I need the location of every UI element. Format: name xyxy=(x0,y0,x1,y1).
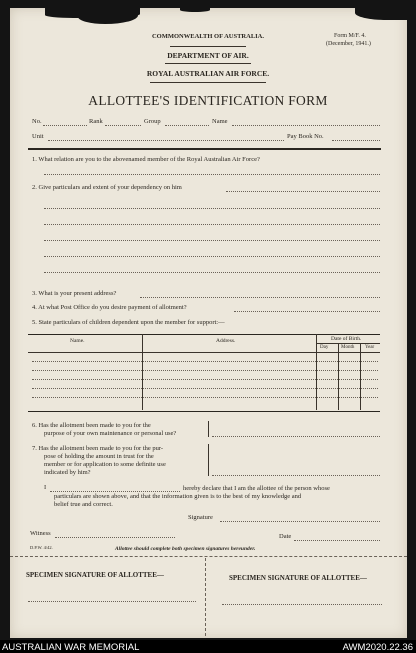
table-rule xyxy=(142,334,143,410)
specimen-signature-left-field[interactable] xyxy=(28,601,196,602)
answer-line[interactable] xyxy=(44,208,380,209)
col-year-header: Year xyxy=(365,345,375,350)
specimen-signature-right-label: SPECIMEN SIGNATURE OF ALLOTTEE— xyxy=(229,574,367,582)
torn-edge xyxy=(180,8,210,12)
department-heading: DEPARTMENT OF AIR. xyxy=(167,51,249,60)
question-2: 2. Give particulars and extent of your dependency on him xyxy=(32,184,182,191)
table-rule xyxy=(338,343,339,410)
answer-line[interactable] xyxy=(44,224,380,225)
no-field[interactable] xyxy=(43,125,87,126)
printer-code: D.P.W. 4/42. xyxy=(30,545,53,550)
signature-field[interactable] xyxy=(220,521,380,522)
table-row[interactable] xyxy=(32,388,378,389)
table-rule xyxy=(360,343,361,410)
declaration-line-3: belief true and correct. xyxy=(54,501,113,508)
table-rule xyxy=(316,334,317,410)
name-label: Name xyxy=(212,118,228,125)
form-date: (December, 1941.) xyxy=(326,41,371,47)
pay-book-field[interactable] xyxy=(332,140,380,141)
question-6-line-1: 6. Has the allotment been made to you for the xyxy=(32,422,151,429)
rank-field[interactable] xyxy=(105,125,141,126)
date-label: Date xyxy=(279,533,292,540)
footer-institution: AUSTRALIAN WAR MEMORIAL xyxy=(2,642,140,653)
section-divider xyxy=(28,148,381,150)
col-name-header: Name. xyxy=(70,338,85,344)
answer-line[interactable] xyxy=(44,174,380,175)
table-rule xyxy=(28,352,380,353)
specimen-note: Allottee should complete both specimen signatures hereunder. xyxy=(115,546,256,552)
table-row[interactable] xyxy=(32,379,378,380)
question-1: 1. What relation are you to the abovenamed member of the Royal Australian Air Force? xyxy=(32,156,260,163)
answer-line[interactable] xyxy=(44,272,380,273)
question-4: 4. At what Post Office do you desire payment of allotment? xyxy=(32,304,187,311)
question-7-line-3: member or for application to some definite use xyxy=(44,461,166,468)
specimen-signature-right-field[interactable] xyxy=(222,604,382,605)
table-rule xyxy=(316,343,380,344)
question-5: 5. State particulars of children dependent upon the member for support:— xyxy=(32,319,225,326)
footer-accession-number: AWM2020.22.36 xyxy=(342,642,413,653)
question-7-line-1: 7. Has the allotment been made to you for the pur- xyxy=(32,445,164,452)
address-field[interactable] xyxy=(140,297,380,298)
col-address-header: Address. xyxy=(216,338,236,344)
force-heading: ROYAL AUSTRALIAN AIR FORCE. xyxy=(146,69,270,78)
page-title: ALLOTTEE'S IDENTIFICATION FORM xyxy=(88,93,328,108)
question-7-line-2: pose of holding the amount in trust for the xyxy=(44,453,154,460)
col-dob-header: Date of Birth. xyxy=(331,336,362,342)
answer-line[interactable] xyxy=(212,475,380,476)
answer-bracket xyxy=(208,421,209,437)
answer-line[interactable] xyxy=(226,191,380,192)
declaration-i: I xyxy=(44,484,47,491)
divider xyxy=(170,46,246,47)
specimen-signature-left-label: SPECIMEN SIGNATURE OF ALLOTTEE— xyxy=(26,571,164,579)
declaration-line-1: hereby declare that I am the allottee of the person whose xyxy=(183,485,330,492)
answer-line[interactable] xyxy=(44,256,380,257)
divider xyxy=(150,82,266,83)
group-label: Group xyxy=(144,118,161,125)
post-office-field[interactable] xyxy=(234,311,380,312)
perforation xyxy=(10,556,407,557)
declarant-name-field[interactable] xyxy=(50,491,180,492)
table-row[interactable] xyxy=(32,370,378,371)
answer-bracket xyxy=(208,444,209,476)
group-field[interactable] xyxy=(165,125,209,126)
col-day-header: Day xyxy=(320,345,329,350)
answer-line[interactable] xyxy=(44,240,380,241)
table-row[interactable] xyxy=(32,397,378,398)
date-field[interactable] xyxy=(294,540,380,541)
name-field[interactable] xyxy=(232,125,380,126)
commonwealth-heading: COMMONWEALTH OF AUSTRALIA. xyxy=(151,33,265,40)
no-label: No. xyxy=(32,118,42,125)
question-6-line-2: purpose of your own maintenance or personal use? xyxy=(44,430,177,437)
pay-book-label: Pay Book No. xyxy=(287,133,324,140)
form-number: Form M/F. 4. xyxy=(334,33,366,39)
question-3: 3. What is your present address? xyxy=(32,290,117,297)
answer-line[interactable] xyxy=(212,436,380,437)
unit-field[interactable] xyxy=(48,140,284,141)
rank-label: Rank xyxy=(89,118,103,125)
col-month-header: Month xyxy=(341,345,355,350)
divider xyxy=(165,63,251,64)
question-7-line-4: indicated by him? xyxy=(44,469,91,476)
witness-field[interactable] xyxy=(55,537,175,538)
witness-label: Witness xyxy=(30,530,51,537)
unit-label: Unit xyxy=(32,133,44,140)
signature-label: Signature xyxy=(188,514,213,521)
table-row[interactable] xyxy=(32,361,378,362)
perforation xyxy=(205,558,206,636)
declaration-line-2: particulars are shown above, and that the information given is to the best of my knowledge and xyxy=(54,493,302,500)
